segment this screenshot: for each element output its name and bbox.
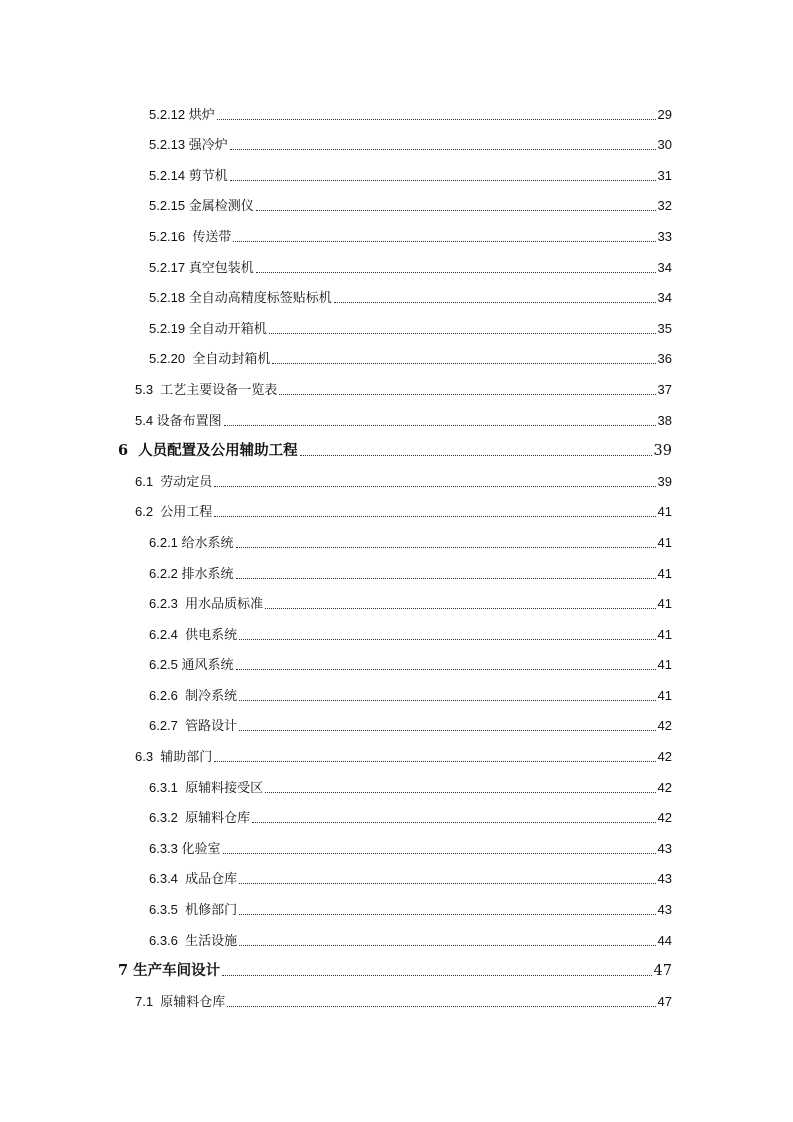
toc-entry-title: 6 人员配置及公用辅助工程 xyxy=(118,442,298,460)
dot-leader xyxy=(239,914,655,915)
dot-leader xyxy=(236,578,656,579)
toc-entry[interactable] xyxy=(0,276,793,307)
toc-entry-title: 5.4 设备布置图 xyxy=(135,412,222,428)
toc-entry-page-number: 36 xyxy=(657,351,672,367)
toc-entry-page-number: 38 xyxy=(657,412,672,428)
dot-leader xyxy=(252,822,655,823)
toc-entry-title: 7.1 原辅料仓库 xyxy=(135,993,226,1009)
dot-leader xyxy=(334,302,656,303)
toc-entry-page-number: 32 xyxy=(657,198,672,214)
toc-entry-page-number: 30 xyxy=(657,137,672,153)
toc-entry-title: 6.3.4 成品仓库 xyxy=(149,871,238,887)
dot-leader xyxy=(224,425,656,426)
toc-entry-page-number: 41 xyxy=(657,534,672,550)
toc-entry-title: 6.3.1 原辅料接受区 xyxy=(149,779,264,795)
toc-entry[interactable] xyxy=(0,153,793,184)
toc-entry-title: 6.2.5 通风系统 xyxy=(149,657,234,673)
dot-leader xyxy=(256,210,656,211)
toc-entry-page-number: 34 xyxy=(657,290,672,306)
toc-entry-page-number: 41 xyxy=(657,504,672,520)
dot-leader xyxy=(236,547,656,548)
toc-entry-page-number: 43 xyxy=(657,871,672,887)
toc-entry-page-number: 39 xyxy=(657,473,672,489)
toc-entry[interactable] xyxy=(0,582,793,613)
toc-entry-page-number: 42 xyxy=(657,779,672,795)
dot-leader xyxy=(239,639,655,640)
toc-entry-title: 6.2.6 制冷系统 xyxy=(149,687,238,703)
dot-leader xyxy=(239,945,655,946)
dot-leader xyxy=(256,272,656,273)
dot-leader xyxy=(239,700,655,701)
dot-leader xyxy=(265,608,655,609)
toc-entry[interactable] xyxy=(0,949,793,980)
toc-entry[interactable] xyxy=(0,551,793,582)
dot-leader xyxy=(223,853,656,854)
dot-leader xyxy=(269,333,656,334)
toc-entry[interactable] xyxy=(0,184,793,215)
toc-entry-page-number: 44 xyxy=(657,932,672,948)
toc-entry-title: 6.3.2 原辅料仓库 xyxy=(149,810,251,826)
toc-entry[interactable] xyxy=(0,704,793,735)
toc-entry-title: 5.2.20 全自动封箱机 xyxy=(149,351,271,367)
toc-entry[interactable] xyxy=(0,826,793,857)
toc-entry[interactable] xyxy=(0,673,793,704)
toc-entry-page-number: 47 xyxy=(653,963,672,980)
toc-entry-title: 6.3 辅助部门 xyxy=(135,749,213,765)
dot-leader xyxy=(214,516,655,517)
toc-entry[interactable] xyxy=(0,734,793,765)
toc-entry-page-number: 33 xyxy=(657,228,672,244)
dot-leader xyxy=(300,455,652,456)
toc-entry[interactable] xyxy=(0,123,793,154)
toc-entry-title: 6.3.5 机修部门 xyxy=(149,902,238,918)
toc-entry[interactable] xyxy=(0,520,793,551)
toc-entry-title: 5.2.15 金属检测仪 xyxy=(149,198,254,214)
dot-leader xyxy=(233,241,655,242)
toc-entry-title: 6.3.6 生活设施 xyxy=(149,932,238,948)
toc-entry-page-number: 31 xyxy=(657,167,672,183)
toc-entry-title: 5.2.18 全自动高精度标签贴标机 xyxy=(149,290,332,306)
toc-entry[interactable] xyxy=(0,92,793,123)
toc-entry-page-number: 41 xyxy=(657,596,672,612)
toc-entry-page-number: 34 xyxy=(657,259,672,275)
dot-leader xyxy=(230,180,656,181)
toc-entry-title: 5.3 工艺主要设备一览表 xyxy=(135,381,278,397)
toc-entry-title: 6.2.3 用水品质标准 xyxy=(149,596,264,612)
toc-entry-title: 6.2.4 供电系统 xyxy=(149,626,238,642)
toc-entry-page-number: 41 xyxy=(657,565,672,581)
toc-entry-page-number: 37 xyxy=(657,381,672,397)
toc-entry[interactable] xyxy=(0,887,793,918)
toc-entry[interactable] xyxy=(0,367,793,398)
toc-entry[interactable] xyxy=(0,490,793,521)
toc-entry-page-number: 42 xyxy=(657,718,672,734)
dot-leader xyxy=(239,730,655,731)
toc-entry[interactable] xyxy=(0,398,793,429)
toc-entry-page-number: 43 xyxy=(657,840,672,856)
toc-entry-title: 6.2.7 管路设计 xyxy=(149,718,238,734)
toc-entry-page-number: 41 xyxy=(657,657,672,673)
toc-entry-title: 6.2.1 给水系统 xyxy=(149,534,234,550)
toc-entry[interactable] xyxy=(0,214,793,245)
toc-entry-title: 6.3.3 化验室 xyxy=(149,840,221,856)
toc-entry-page-number: 41 xyxy=(657,687,672,703)
toc-entry-title: 5.2.16 传送带 xyxy=(149,228,232,244)
toc-entry[interactable] xyxy=(0,612,793,643)
toc-entry[interactable] xyxy=(0,643,793,674)
toc-entry[interactable] xyxy=(0,979,793,1010)
toc-entry-title: 6.2.2 排水系统 xyxy=(149,565,234,581)
dot-leader xyxy=(236,669,656,670)
toc-entry[interactable] xyxy=(0,765,793,796)
toc-entry[interactable] xyxy=(0,306,793,337)
toc-entry-title: 6.1 劳动定员 xyxy=(135,473,213,489)
toc-entry[interactable] xyxy=(0,459,793,490)
dot-leader xyxy=(222,975,651,976)
toc-entry[interactable] xyxy=(0,796,793,827)
toc-entry-page-number: 42 xyxy=(657,749,672,765)
dot-leader xyxy=(214,761,655,762)
table-of-contents xyxy=(0,92,793,1010)
toc-entry-page-number: 29 xyxy=(657,106,672,122)
dot-leader xyxy=(214,486,655,487)
toc-entry-title: 5.2.19 全自动开箱机 xyxy=(149,320,267,336)
toc-entry-title: 6.2 公用工程 xyxy=(135,504,213,520)
dot-leader xyxy=(279,394,655,395)
dot-leader xyxy=(217,119,656,120)
toc-entry-title: 5.2.13 强冷炉 xyxy=(149,137,228,153)
toc-entry[interactable] xyxy=(0,857,793,888)
toc-entry-page-number: 43 xyxy=(657,902,672,918)
toc-entry-page-number: 39 xyxy=(653,443,672,460)
toc-entry-page-number: 47 xyxy=(657,993,672,1009)
dot-leader xyxy=(239,883,655,884)
toc-entry[interactable] xyxy=(0,429,793,460)
toc-entry-title: 7 生产车间设计 xyxy=(118,962,221,980)
toc-entry-page-number: 41 xyxy=(657,626,672,642)
toc-entry[interactable] xyxy=(0,337,793,368)
toc-entry[interactable] xyxy=(0,918,793,949)
toc-entry-page-number: 35 xyxy=(657,320,672,336)
dot-leader xyxy=(272,363,655,364)
toc-entry[interactable] xyxy=(0,245,793,276)
dot-leader xyxy=(227,1006,655,1007)
toc-entry-title: 5.2.12 烘炉 xyxy=(149,106,215,122)
dot-leader xyxy=(265,792,655,793)
toc-entry-title: 5.2.14 剪节机 xyxy=(149,167,228,183)
toc-entry-page-number: 42 xyxy=(657,810,672,826)
toc-entry-title: 5.2.17 真空包装机 xyxy=(149,259,254,275)
dot-leader xyxy=(230,149,656,150)
